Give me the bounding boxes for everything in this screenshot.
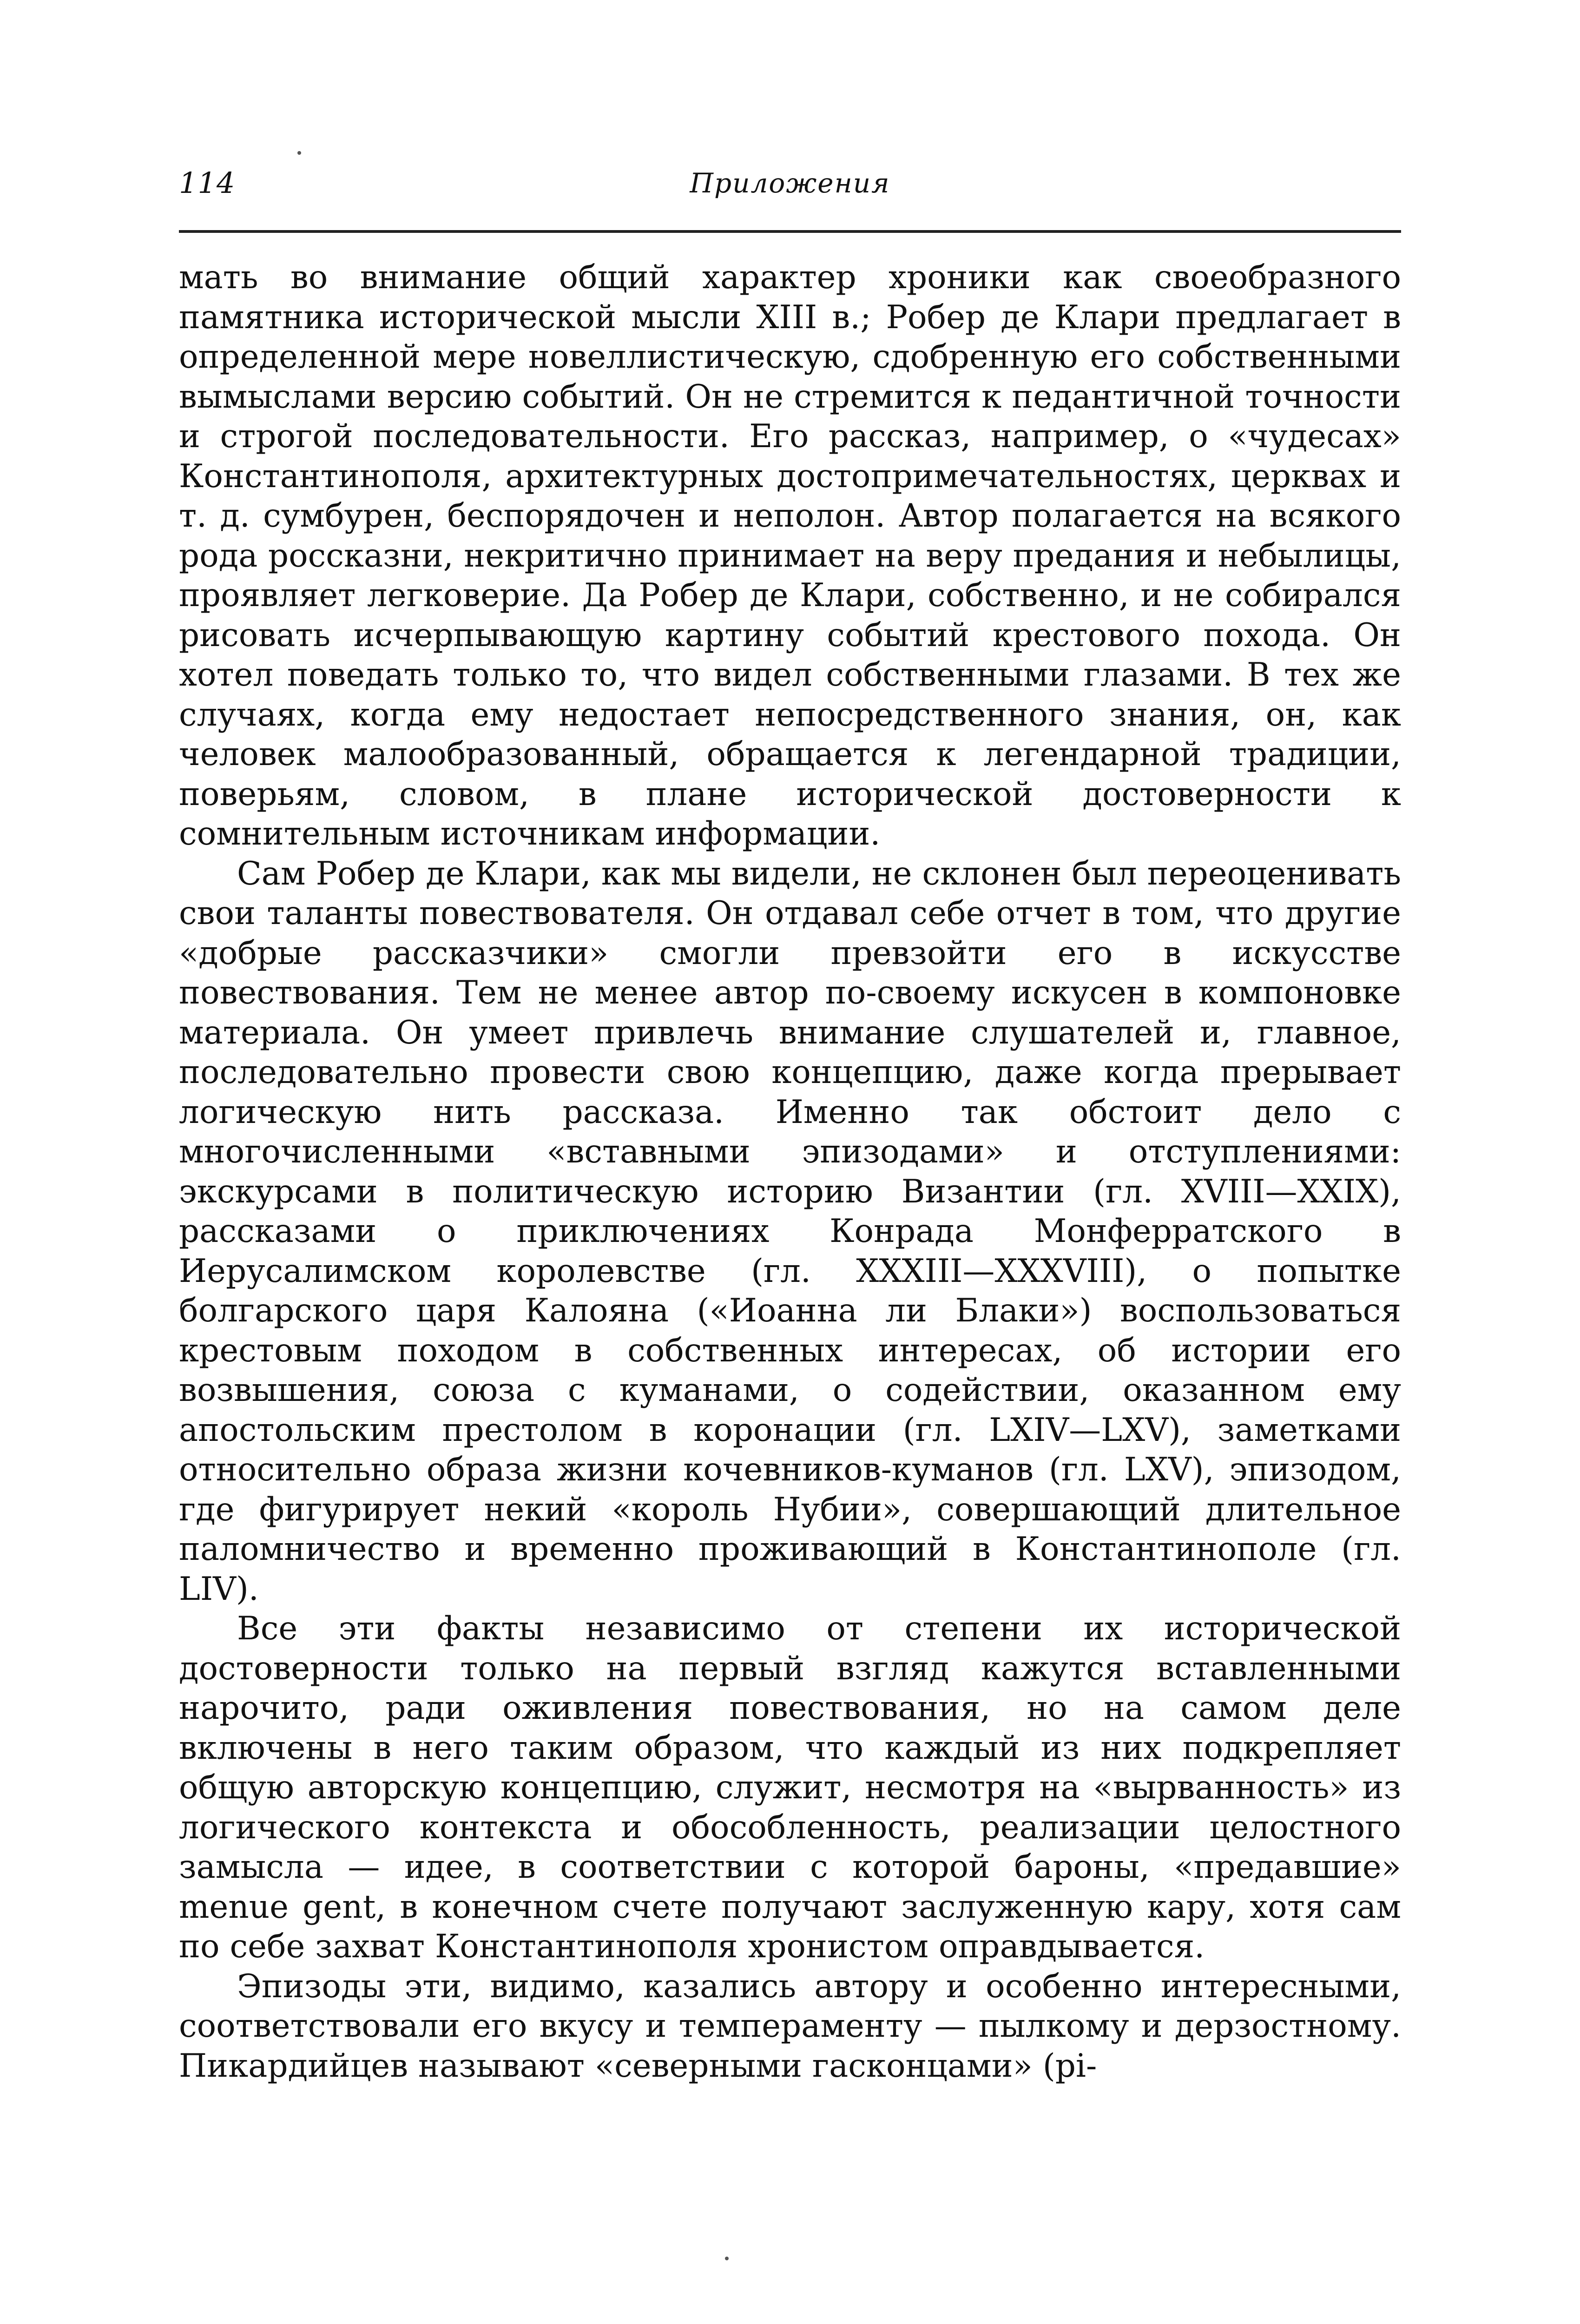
main-text: [179, 258, 1401, 2086]
paragraph-robert-de-clari: Сам Робер де Клари, как мы видели, не склонен был переоценивать свои таланты повествователя. Он отдавал себе отчет в том, что другие «добрые рассказчики» смогли превзойти его в искусстве повествования. Тем не менее автор по-своему искусен в компоновке материала. Он умеет привлечь внимание слушателей и, главное, последовательно провести свою концепцию, даже когда прерывает логическую нить рассказа. Именно так обстоит дело с многочисленными «вставными эпизодами» и отступлениями: экскурсами в политическую историю Византии (гл. XVIII—XXIX), рассказами о приключениях Конрада Монферратского в Иерусалимском королевстве (гл. XXXIII—XXXVIII), о попытке болгарского царя Калояна («Иоанна ли Блаки») воспользоваться крестовым походом в собственных интересах, об истории его возвышения, союза с куманами, о содействии, оказанном ему апостольским престолом в коронации (гл. LXIV—LXV), заметками относительно образа жизни кочевников-куманов (гл. LXV), эпизодом, где фигурирует некий «король Нубии», совершающий длительное паломничество и временно проживающий в Константинополе (гл. LIV).: [179, 855, 1401, 1608]
paragraph-continued: мать во внимание общий характер хроники как своеобразного памятника исторической мысли XIII в.; Робер де Клари предлагает в определенной мере новеллистическую, сдобренную его собственными вымыслами версию событий. Он не стремится к педантичной точности и строгой последовательности. Его рассказ, например, о «чудесах» Константинополя, архитектурных достопримечательностях, церквах и т. д. сумбурен, беспорядочен и неполон. Автор полагается на всякого рода россказни, некритично принимает на веру предания и небылицы, проявляет легковерие. Да Робер де Клари, собственно, и не собирался рисовать исчерпывающую картину событий крестового похода. Он хотел поведать только то, что видел собственными глазами. В тех же случаях, когда ему недостает непосредственного знания, он, как человек малообразованный, обращается к легендарной традиции, поверьям, словом, в плане исторической достоверности к сомнительным источникам информации.: [179, 259, 1401, 852]
paragraph-episodes: Эпизоды эти, видимо, казались автору и особенно интересными, соответствовали его вкусу и темпераменту — пылкому и дерзостному. Пикардийцев называют «северными гасконцами» (pi-: [179, 1967, 1401, 2085]
print-speck-top: [297, 151, 301, 155]
running-title: Приложения: [690, 167, 890, 199]
running-header: [179, 160, 1401, 233]
paragraph-facts: Все эти факты независимо от степени их исторической достоверности только на первый взгляд кажутся вставленными нарочито, ради оживления повествования, но на самом деле включены в него таким образом, что каждый из них подкрепляет общую авторскую концепцию, служит, несмотря на «вырванность» из логического контекста и обособленность, реализации целостного замысла — идее, в соответствии с которой бароны, «предавшие» menue gent, в конечном счете получают заслуженную кару, хотя сам по себе захват Константинополя хронистом оправдывается.: [179, 1610, 1401, 1965]
print-speck-bottom: [725, 2257, 729, 2260]
page-number: 114: [179, 166, 236, 200]
